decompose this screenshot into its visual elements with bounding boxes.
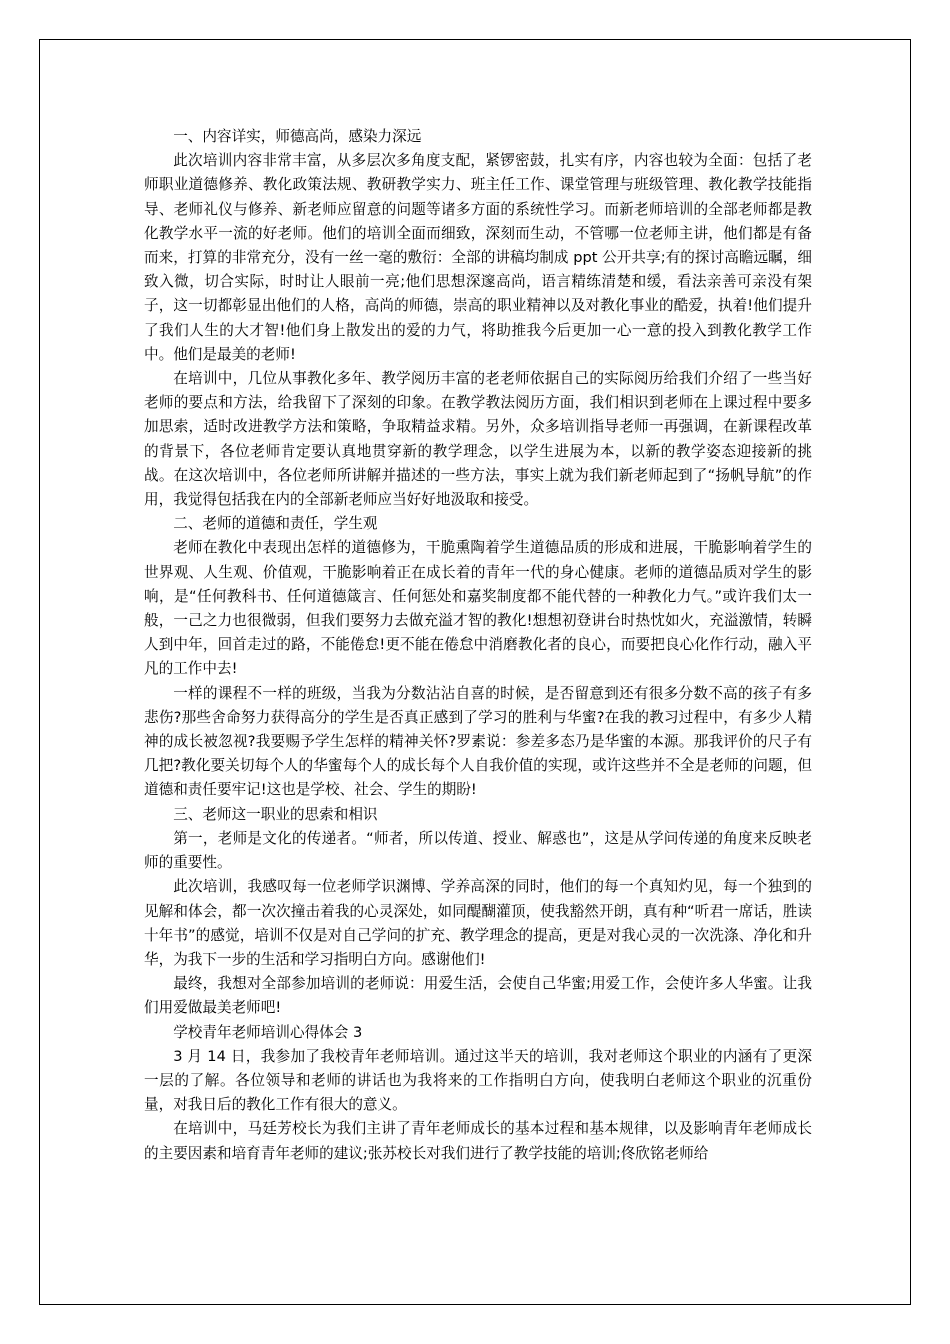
paragraph: 老师在教化中表现出怎样的道德修为，干脆熏陶着学生道德品质的形成和进展，干脆影响着学生的世界观、人生观、价值观，干脆影响着正在成长着的青年一代的身心健康。老师的道德品质对学生的影响，是“任何教科书、任何道德箴言、任何惩处和嘉奖制度都不能代替的一种教化力气。”或许我们太一般，一己之力也很微弱，但我们要努力去做充溢才智的教化!想想初登讲台时热忱如火，充溢激情，转瞬人到中年，回首走过的路，不能倦怠!更不能在倦怠中消磨教化者的良心，而要把良心化作行动，融入平凡的工作中去! <box>144 539 812 678</box>
section-heading: 一、内容详实，师德高尚，感染力深远 <box>173 128 422 145</box>
section-heading: 三、老师这一职业的思索和相识 <box>173 805 378 823</box>
paragraph: 此次培训，我感叹每一位老师学识渊博、学养高深的同时，他们的每一个真知灼见，每一个独到的见解和体会，都一次次撞击着我的心灵深处，如同醍醐灌顶，使我豁然开朗，真有种“听君一席话，胜读十年书”的感觉，培训不仅是对自己学问的扩充、教学理念的提高，更是对我心灵的一次洗涤、净化和升华，为我下一步的生活和学习指明白方向。感谢他们! <box>144 878 812 968</box>
paragraph: 在培训中，几位从事教化多年、教学阅历丰富的老老师依据自己的实际阅历给我们介绍了一些当好老师的要点和方法，给我留下了深刻的印象。在教学教法阅历方面，我们相识到老师在上课过程中要多加思索，适时改进教学方法和策略，争取精益求精。另外，众多培训指导老师一再强调，在新课程改革的背景下，各位老师肯定要认真地贯穿新的教学理念，以学生进展为本，以新的教学姿态迎接新的挑战。在这次培训中，各位老师所讲解并描述的一些方法，事实上就为我们新老师起到了“扬帆导航”的作用，我觉得包括我在内的全部新老师应当好好地汲取和接受。 <box>144 370 812 509</box>
article-title: 学校青年老师培训心得体会 3 <box>173 1023 363 1041</box>
paragraph: 最终，我想对全部参加培训的老师说：用爱生活，会使自己华蜜;用爱工作，会使许多人华蜜。让我们用爱做最美老师吧! <box>144 975 812 1017</box>
paragraph: 3 月 14 日，我参加了我校青年老师培训。通过这半天的培训，我对老师这个职业的内涵有了更深一层的了解。各位领导和老师的讲话也为我将来的工作指明白方向，使我明白老师这个职业的沉重份量，对我日后的教化工作有很大的意义。 <box>144 1047 812 1114</box>
paragraph: 在培训中，马廷芳校长为我们主讲了青年老师成长的基本过程和基本规律，以及影响青年老师成长的主要因素和培育青年老师的建议;张苏校长对我们进行了教学技能的培训;佟欣铭老师给 <box>144 1120 812 1162</box>
paragraph: 第一，老师是文化的传递者。“师者，所以传道、授业、解惑也”，这是从学问传递的角度来反映老师的重要性。 <box>144 829 812 872</box>
paragraph: 一样的课程不一样的班级，当我为分数沾沾自喜的时候，是否留意到还有很多分数不高的孩子有多悲伤?那些舍命努力获得高分的学生是否真正感到了学习的胜利与华蜜?在我的教习过程中，有多少人精神的成长被忽视?我要赐予学生怎样的精神关怀?罗素说：参差多态乃是华蜜的本源。那我评价的尺子有几把?教化要关切每个人的华蜜每个人的成长每个人自我价值的实现，或许这些并不全是老师的问题，但道德和责任要牢记!这也是学校、社会、学生的期盼! <box>144 684 812 799</box>
section-heading: 二、老师的道德和责任，学生观 <box>173 515 378 533</box>
paragraph: 此次培训内容非常丰富，从多层次多角度支配，紧锣密鼓，扎实有序，内容也较为全面：包括了老师职业道德修养、教化政策法规、教研教学实力、班主任工作、课堂管理与班级管理、教化教学技能指导、老师礼仪与修养、新老师应留意的问题等诸多方面的系统性学习。而新老师培训的全部老师都是教化教学水平一流的好老师。他们的培训全面而细致，深刻而生动，不管哪一位老师主讲，他们都是有备而来，打算的非常充分，没有一丝一毫的敷衍：全部的讲稿均制成 ppt 公开共享;有的探讨高瞻远瞩，细致入微，切合实际，时时让人眼前一亮;他们思想深邃高尚，语言精练清楚和缓，看法亲善可亲没有架子，这一切都彰显出他们的人格，高尚的师德，崇高的职业精神以及对教化事业的酷爱，执着!他们提升了我们人生的大才智!他们身上散发出的爱的力气，将助推我今后更加一心一意的投入到教化教学工作中。他们是最美的老师! <box>144 152 812 363</box>
document-body <box>144 125 812 1166</box>
